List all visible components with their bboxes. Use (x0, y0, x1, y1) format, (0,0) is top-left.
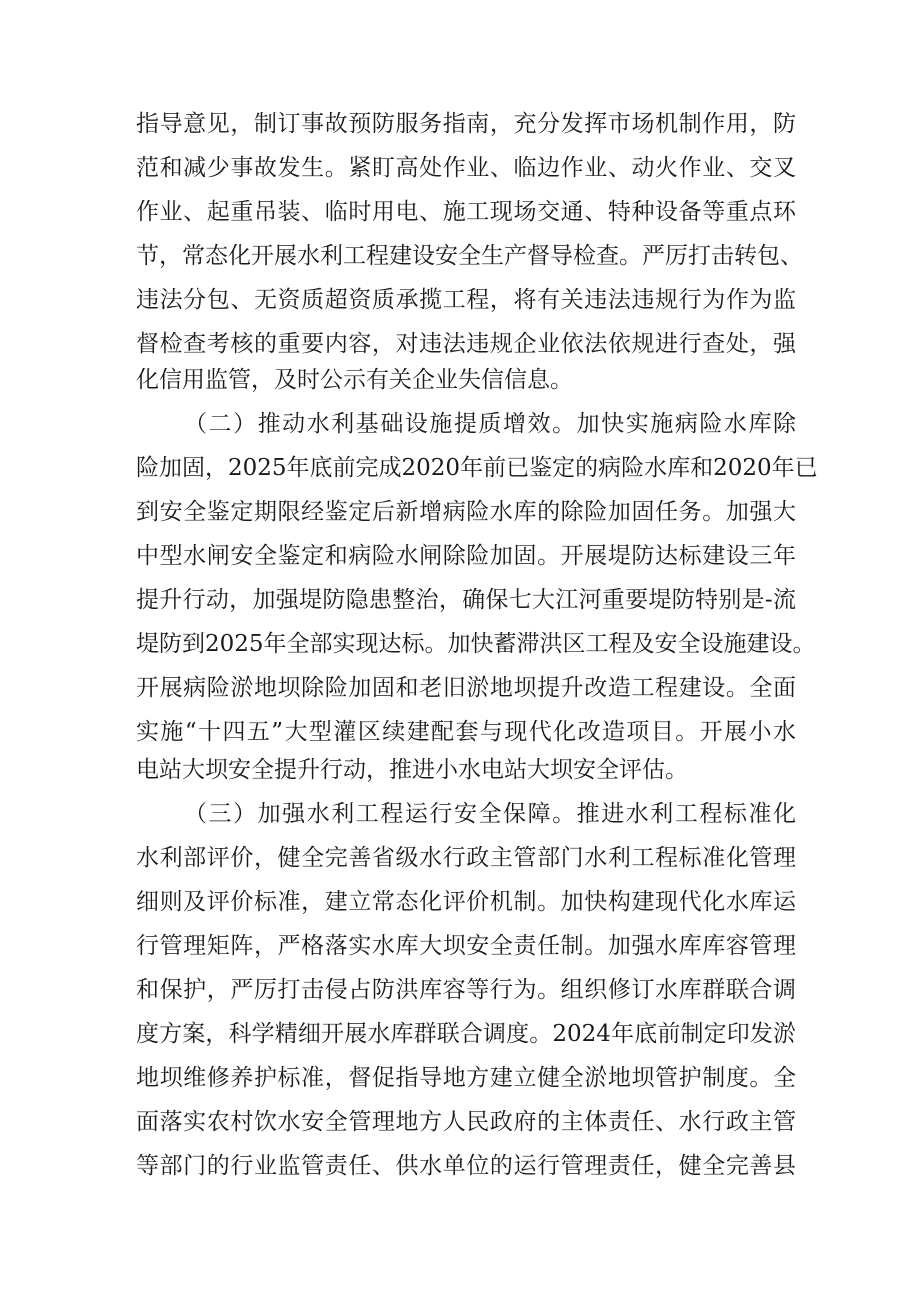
text-line: 和保护，严厉打击侵占防洪库容等行为。组织修订水库群联合调 (136, 977, 796, 1003)
text-line: 节，常态化开展水利工程建设安全生产督导检查。严厉打击转包、 (136, 243, 803, 269)
text-line: 等部门的行业监管责任、供水单位的运行管理责任，健全完善县 (136, 1153, 796, 1179)
section-heading-line: （二）推动水利基础设施提质增效。加快实施病险水库除 (184, 411, 796, 437)
text-line: 电站大坝安全提升行动，推进小水电站大坝安全评估。 (136, 757, 688, 783)
text-line: 化信用监管，及时公示有关企业失信信息。 (136, 367, 573, 393)
text-line: 水利部评价，健全完善省级水行政主管部门水利工程标准化管理 (136, 845, 796, 871)
text-line: 面落实农村饮水安全管理地方人民政府的主体责任、水行政主管 (136, 1109, 796, 1135)
text-line: 作业、起重吊装、临时用电、施工现场交通、特种设备等重点环 (136, 199, 796, 225)
text-line: 地坝维修养护标准，督促指导地方建立健全淤地坝管护制度。全 (136, 1065, 796, 1091)
text-line: 提升行动，加强堤防隐患整治，确保七大江河重要堤防特别是-流 (136, 587, 796, 613)
text-line: 实施“十四五”大型灌区续建配套与现代化改造项目。开展小水 (136, 719, 796, 745)
text-line: 指导意见，制订事故预防服务指南，充分发挥市场机制作用，防 (136, 111, 796, 137)
text-line: 度方案，科学精细开展水库群联合调度。2024年底前制定印发淤 (136, 1021, 796, 1047)
text-line: 督检查考核的重要内容，对违法违规企业依法依规进行查处，强 (136, 331, 796, 357)
text-line: 违法分包、无资质超资质承揽工程，将有关违法违规行为作为监 (136, 287, 796, 313)
text-line: 开展病险淤地坝除险加固和老旧淤地坝提升改造工程建设。全面 (136, 675, 796, 701)
text-line: 堤防到2025年全部实现达标。加快蓄滞洪区工程及安全设施建设。 (136, 631, 816, 657)
text-line: 险加固，2025年底前完成2020年前已鉴定的病险水库和2020年已 (136, 455, 818, 481)
text-line: 到安全鉴定期限经鉴定后新增病险水库的除险加固任务。加强大 (136, 499, 796, 525)
section-heading-line: （三）加强水利工程运行安全保障。推进水利工程标准化 (184, 801, 796, 827)
text-line: 中型水闸安全鉴定和病险水闸除险加固。开展堤防达标建设三年 (136, 543, 796, 569)
text-line: 范和减少事故发生。紧盯高处作业、临边作业、动火作业、交叉 (136, 155, 796, 181)
text-line: 行管理矩阵，严格落实水库大坝安全责任制。加强水库库容管理 (136, 933, 796, 959)
text-line: 细则及评价标准，建立常态化评价机制。加快构建现代化水库运 (136, 889, 796, 915)
